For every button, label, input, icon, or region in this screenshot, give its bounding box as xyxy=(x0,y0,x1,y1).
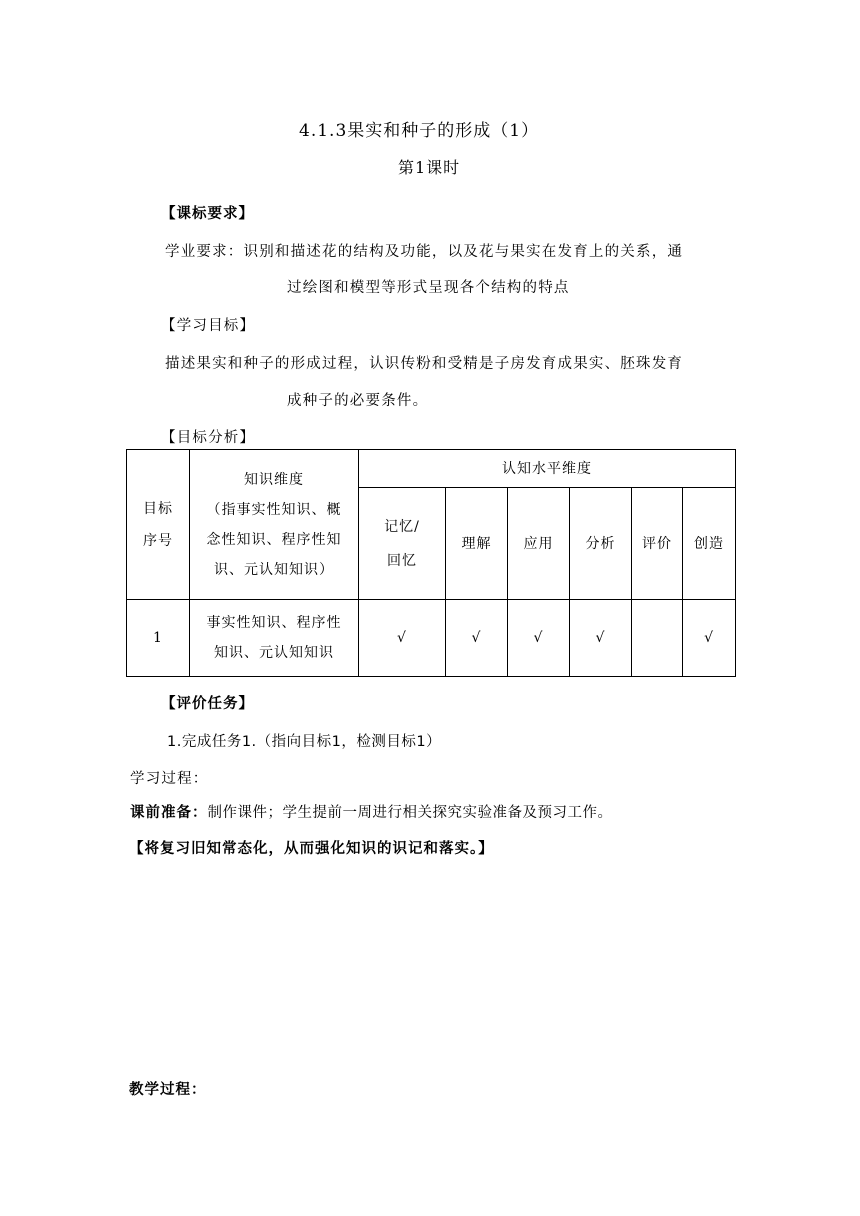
header-level-create: 创造 xyxy=(683,488,736,600)
header-level-remember: 记忆/ 回忆 xyxy=(359,488,446,600)
goal-text-line2: 成种子的必要条件。 xyxy=(287,393,429,409)
prep-label: 课前准备： xyxy=(130,805,208,821)
header-goal-no: 目标 序号 xyxy=(127,450,190,600)
doc-subtitle: 第1课时 xyxy=(398,158,461,177)
section-heading-goal: 【学习目标】 xyxy=(161,318,256,334)
prep-line xyxy=(130,801,613,822)
teaching-label: 教学过程： xyxy=(129,1082,207,1098)
header-knowledge-dimension: 知识维度 （指事实性知识、概 念性知识、程序性知 识、元认知知识） xyxy=(190,450,359,600)
standard-text-line2: 过绘图和模型等形式呈现各个结构的特点 xyxy=(287,280,570,296)
standard-text-line1: 学业要求：识别和描述花的结构及功能，以及花与果实在发育上的关系，通 xyxy=(165,244,684,260)
row1-goal-no: 1 xyxy=(127,600,190,677)
row1-check-evaluate xyxy=(632,600,683,677)
header-level-evaluate: 评价 xyxy=(632,488,683,600)
goal-analysis-table xyxy=(126,449,736,677)
review-note: 【将复习旧知常态化，从而强化知识的识记和落实。】 xyxy=(129,841,494,857)
row1-check-apply: √ xyxy=(508,600,570,677)
header-level-apply: 应用 xyxy=(508,488,570,600)
row1-check-remember: √ xyxy=(359,600,446,677)
row1-check-create: √ xyxy=(683,600,736,677)
section-heading-standard: 【课标要求】 xyxy=(161,206,254,222)
header-level-analyze: 分析 xyxy=(570,488,632,600)
section-heading-eval: 【评价任务】 xyxy=(161,696,254,712)
header-cognitive-level: 认知水平维度 xyxy=(359,450,736,488)
header-level-understand: 理解 xyxy=(446,488,508,600)
doc-title: 4.1.3果实和种子的形成（1） xyxy=(299,121,540,141)
eval-item: 1.完成任务1.（指向目标1，检测目标1） xyxy=(167,734,442,750)
row1-check-understand: √ xyxy=(446,600,508,677)
row1-check-analyze: √ xyxy=(570,600,632,677)
prep-text: 制作课件；学生提前一周进行相关探究实验准备及预习工作。 xyxy=(207,805,613,821)
goal-text-line1: 描述果实和种子的形成过程，认识传粉和受精是子房发育成果实、胚珠发育 xyxy=(165,356,684,372)
section-heading-analysis: 【目标分析】 xyxy=(161,430,256,446)
row1-knowledge: 事实性知识、程序性 知识、元认知知识 xyxy=(190,600,359,677)
process-label: 学习过程： xyxy=(130,771,209,787)
